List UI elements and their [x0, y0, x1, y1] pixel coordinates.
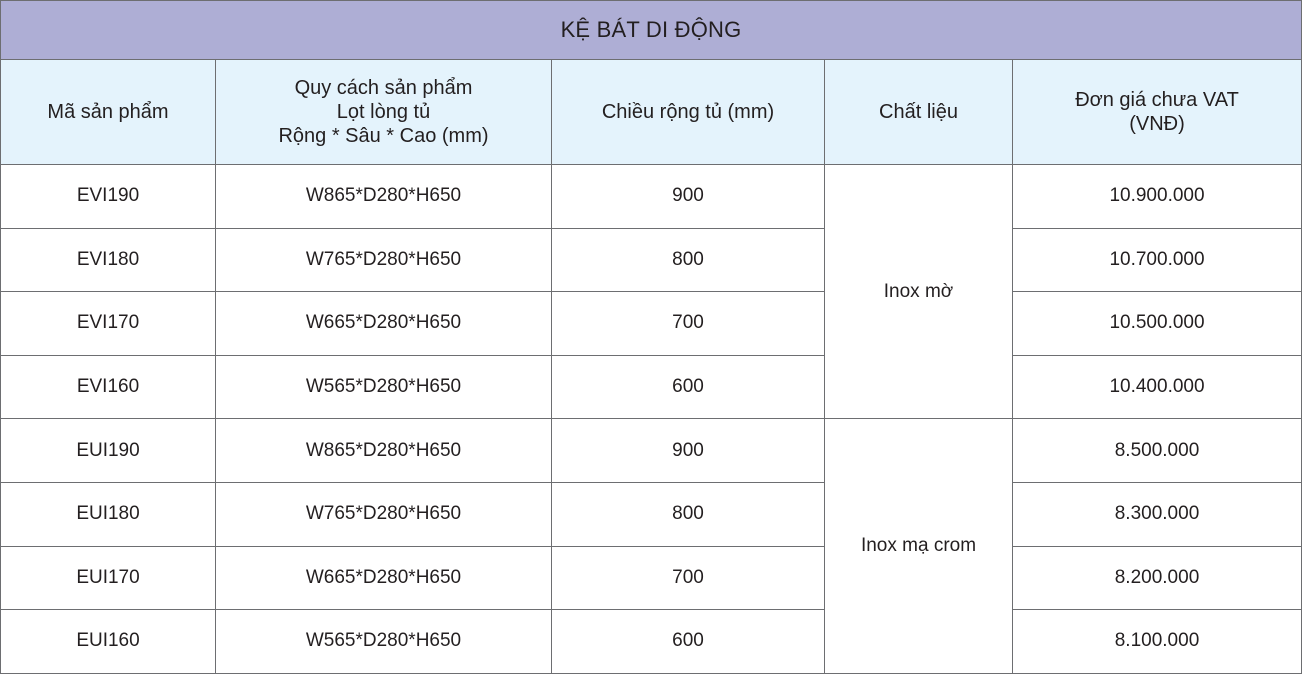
cell-spec: W865*D280*H650 [216, 165, 552, 229]
cell-code: EVI190 [1, 165, 216, 229]
table-row [1, 546, 1302, 610]
cell-price: 10.400.000 [1013, 355, 1302, 419]
title-row [1, 1, 1302, 60]
header-width: Chiều rộng tủ (mm) [552, 60, 825, 165]
header-spec-line1: Quy cách sản phẩm [294, 77, 473, 99]
cell-spec: W665*D280*H650 [216, 292, 552, 356]
table-row [1, 165, 1302, 229]
cell-spec: W565*D280*H650 [216, 610, 552, 674]
cell-spec: W865*D280*H650 [216, 419, 552, 483]
header-code: Mã sản phẩm [1, 60, 216, 165]
table-row [1, 482, 1302, 546]
cell-material-group-1: Inox mờ [825, 165, 1013, 419]
cell-spec: W565*D280*H650 [216, 355, 552, 419]
header-spec-line2: Lọt lòng tủ [336, 101, 431, 123]
header-price-line1: Đơn giá chưa VAT [1075, 89, 1239, 111]
cell-code: EVI170 [1, 292, 216, 356]
table-row [1, 355, 1302, 419]
table-row [1, 228, 1302, 292]
cell-material-group-2: Inox mạ crom [825, 419, 1013, 673]
cell-width: 700 [552, 546, 825, 610]
cell-code: EUI190 [1, 419, 216, 483]
cell-price: 10.900.000 [1013, 165, 1302, 229]
header-row [1, 60, 1302, 165]
header-spec [216, 60, 552, 165]
table-title: KỆ BÁT DI ĐỘNG [1, 1, 1302, 60]
cell-price: 10.700.000 [1013, 228, 1302, 292]
cell-code: EUI180 [1, 482, 216, 546]
cell-price: 8.500.000 [1013, 419, 1302, 483]
table-row [1, 292, 1302, 356]
cell-price: 10.500.000 [1013, 292, 1302, 356]
header-price [1013, 60, 1302, 165]
cell-spec: W665*D280*H650 [216, 546, 552, 610]
header-material: Chất liệu [825, 60, 1013, 165]
cell-width: 900 [552, 165, 825, 229]
cell-width: 800 [552, 482, 825, 546]
cell-code: EVI160 [1, 355, 216, 419]
cell-spec: W765*D280*H650 [216, 228, 552, 292]
cell-code: EUI170 [1, 546, 216, 610]
cell-price: 8.200.000 [1013, 546, 1302, 610]
cell-spec: W765*D280*H650 [216, 482, 552, 546]
header-price-line2: (VNĐ) [1129, 113, 1185, 135]
cell-price: 8.100.000 [1013, 610, 1302, 674]
cell-width: 600 [552, 355, 825, 419]
cell-width: 800 [552, 228, 825, 292]
table-row [1, 419, 1302, 483]
cell-width: 600 [552, 610, 825, 674]
cell-code: EUI160 [1, 610, 216, 674]
header-spec-line3: Rộng * Sâu * Cao (mm) [278, 125, 489, 147]
cell-code: EVI180 [1, 228, 216, 292]
cell-width: 700 [552, 292, 825, 356]
cell-price: 8.300.000 [1013, 482, 1302, 546]
cell-width: 900 [552, 419, 825, 483]
table-row [1, 610, 1302, 674]
